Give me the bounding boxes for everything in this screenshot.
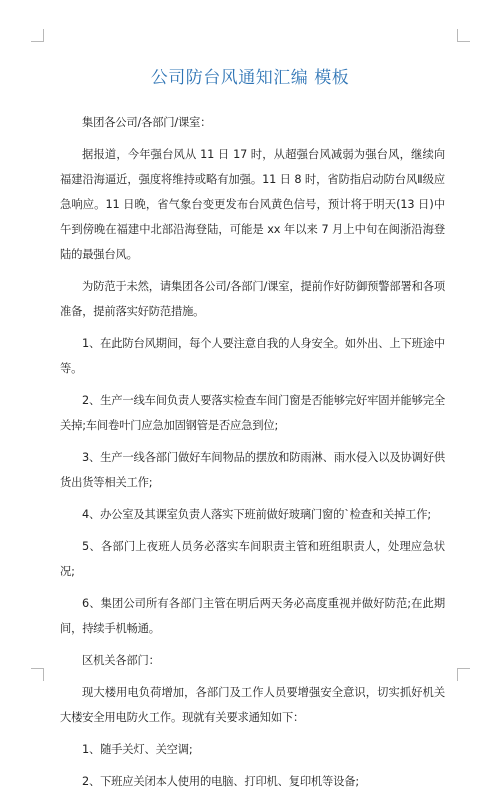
list-item: 3、生产一线各部门做好车间物品的摆放和防雨淋、雨水侵入以及协调好供货出货等相关工作; — [60, 451, 445, 489]
body-paragraph: 据报道，今年强台风从 11 日 17 时，从超强台风减弱为强台风，继续向福建沿海逼近，强度将维持或略有加强。11 日 8 时，省防指启动防台风Ⅱ级应急响应。11 日晚，省气象台变更发布台风黄色信号，预计将于明天(13 日)中午到傍晚在福建中北部沿海登陆，可能是 xx 年以来 7 月上中旬在闽浙沿海登陆的最强台风。 — [60, 148, 445, 261]
list-item: 2、下班应关闭本人使用的电脑、打印机、复印机等设备; — [82, 775, 359, 788]
list-item: 4、办公室及其课室负责人落实下班前做好玻璃门窗的`检查和关掉工作; — [82, 508, 431, 521]
crop-mark-top-left — [31, 29, 44, 42]
list-item: 1、随手关灯、关空调; — [82, 743, 193, 756]
crop-mark-bottom-right — [457, 668, 470, 681]
document-title: 公司防台风通知汇编 模板 — [150, 68, 350, 88]
list-item: 2、生产一线车间负责人要落实检查车间门窗是否能够完好牢固并能够完全关掉;车间卷叶门应急加固钢管是否应急到位; — [60, 394, 445, 432]
list-item: 5、各部门上夜班人员务必落实车间职责主管和班组职责人，处理应急状况; — [60, 540, 445, 578]
list-item: 6、集团公司所有各部门主管在明后两天务必高度重视并做好防范;在此期间，持续手机畅通。 — [60, 597, 445, 635]
crop-mark-bottom-left — [31, 668, 44, 681]
salutation-paragraph: 集团各公司/各部门/课室： — [82, 116, 212, 129]
document-body — [60, 110, 445, 801]
list-item: 1、在此防台风期间，每个人要注意自我的人身安全。如外出、上下班途中等。 — [60, 337, 445, 375]
body-paragraph: 现大楼用电负荷增加，各部门及工作人员要增强安全意识，切实抓好机关大楼安全用电防火工作。现就有关要求通知如下： — [60, 686, 445, 724]
salutation-paragraph: 区机关各部门： — [82, 654, 160, 667]
crop-mark-top-right — [457, 29, 470, 42]
body-paragraph: 为防范于未然，请集团各公司/各部门/课室，提前作好防御预警部署和各项准备，提前落实好防范措施。 — [60, 280, 445, 318]
